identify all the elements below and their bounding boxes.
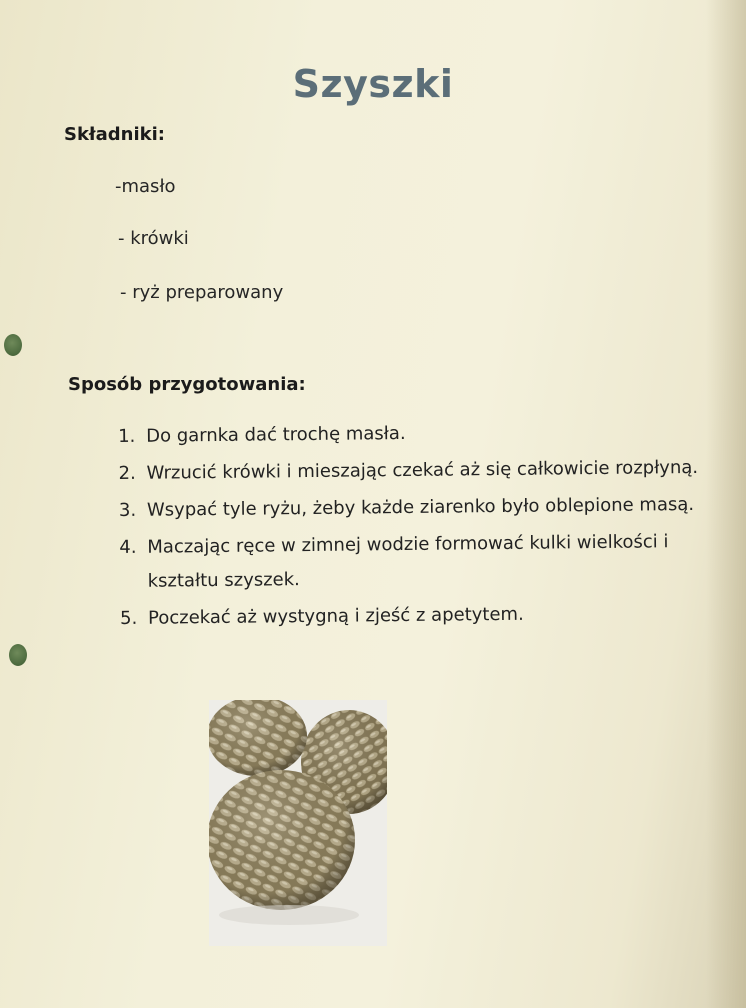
step-text: Wsypać tyle ryżu, żeby każde ziarenko było oblepione masą. (146, 493, 695, 521)
step-item (118, 451, 698, 491)
ingredient-item: -masło (115, 176, 176, 197)
step-number: 3. (118, 499, 137, 521)
preparation-steps (118, 414, 700, 639)
step-item (118, 414, 698, 454)
ingredient-item: - ryż preparowany (120, 282, 284, 303)
rice-balls-image (209, 700, 387, 946)
step-text: Poczekać aż wystygną i zjeść z apetytem. (147, 603, 524, 629)
step-text: Maczając ręce w zimnej wodzie formować kulki wielkości i kształtu szyszek. (147, 531, 669, 592)
step-number: 2. (118, 462, 136, 484)
step-item (119, 525, 700, 599)
punch-hole-bottom (9, 644, 27, 666)
step-text: Do garnka dać trochę masła. (146, 422, 406, 447)
rice-balls-photo (209, 700, 387, 946)
ingredient-item: - krówki (118, 228, 189, 249)
step-number: 5. (119, 607, 138, 629)
step-number: 1. (118, 425, 136, 447)
step-item (120, 596, 700, 636)
step-number: 4. (119, 536, 137, 558)
step-item (119, 488, 699, 528)
punch-hole-top (4, 334, 22, 356)
page-title: Szyszki (292, 62, 454, 106)
ingredients-heading: Składniki: (64, 124, 165, 145)
preparation-heading: Sposób przygotowania: (68, 374, 306, 395)
step-text: Wrzucić krówki i mieszając czekać aż się całkowicie rozpłyną. (146, 456, 699, 484)
